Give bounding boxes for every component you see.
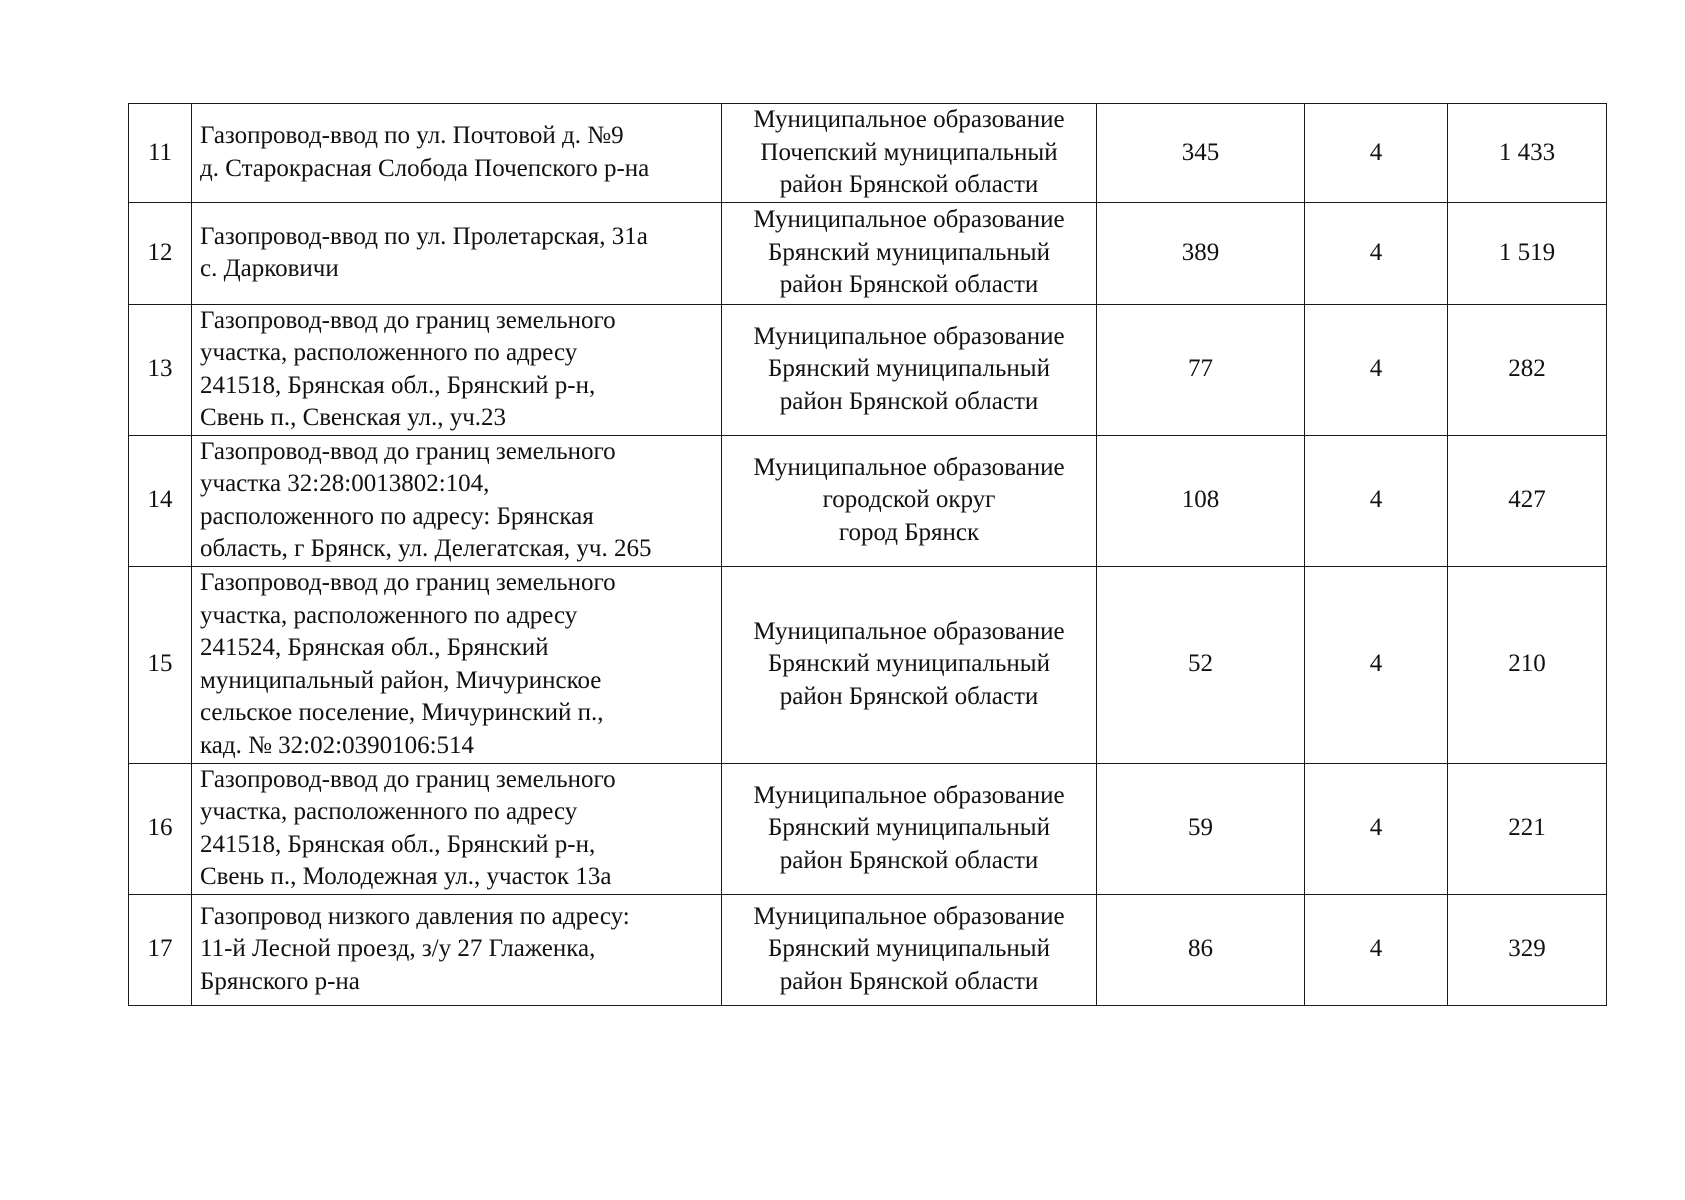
object-description: Газопровод-ввод до границ земельного участка, расположенного по адресу 241518, Брянская обл., Брянский р-н, Свень п., Свенская ул., уч.23 xyxy=(192,304,722,435)
owner-municipality: Муниципальное образование Брянский муниципальный район Брянской области xyxy=(722,304,1097,435)
value-col5: 4 xyxy=(1305,763,1448,894)
value-col6: 221 xyxy=(1448,763,1607,894)
owner-municipality: Муниципальное образование городской округ город Брянск xyxy=(722,435,1097,566)
value-col6: 210 xyxy=(1448,566,1607,763)
object-description: Газопровод-ввод до границ земельного участка, расположенного по адресу 241524, Брянская обл., Брянский муниципальный район, Мичуринское сельское поселение, Мичуринский п., кад. № 32:02:0390106:514 xyxy=(192,566,722,763)
owner-municipality: Муниципальное образование Брянский муниципальный район Брянской области xyxy=(722,566,1097,763)
object-description: Газопровод-ввод по ул. Пролетарская, 31а с. Дарковичи xyxy=(192,202,722,304)
value-col4: 108 xyxy=(1097,435,1305,566)
owner-municipality: Муниципальное образование Брянский муниципальный район Брянской области xyxy=(722,894,1097,1005)
row-number: 13 xyxy=(129,304,192,435)
value-col5: 4 xyxy=(1305,894,1448,1005)
value-col6: 282 xyxy=(1448,304,1607,435)
owner-municipality: Муниципальное образование Почепский муниципальный район Брянской области xyxy=(722,104,1097,203)
table-row xyxy=(129,104,1607,203)
table-row xyxy=(129,566,1607,763)
value-col5: 4 xyxy=(1305,566,1448,763)
row-number: 14 xyxy=(129,435,192,566)
value-col4: 52 xyxy=(1097,566,1305,763)
value-col4: 389 xyxy=(1097,202,1305,304)
value-col6: 427 xyxy=(1448,435,1607,566)
object-description: Газопровод-ввод до границ земельного участка, расположенного по адресу 241518, Брянская обл., Брянский р-н, Свень п., Молодежная ул., участок 13а xyxy=(192,763,722,894)
value-col6: 329 xyxy=(1448,894,1607,1005)
row-number: 16 xyxy=(129,763,192,894)
value-col4: 59 xyxy=(1097,763,1305,894)
owner-municipality: Муниципальное образование Брянский муниципальный район Брянской области xyxy=(722,763,1097,894)
value-col4: 345 xyxy=(1097,104,1305,203)
value-col5: 4 xyxy=(1305,435,1448,566)
value-col5: 4 xyxy=(1305,202,1448,304)
row-number: 15 xyxy=(129,566,192,763)
row-number: 12 xyxy=(129,202,192,304)
value-col6: 1 433 xyxy=(1448,104,1607,203)
value-col5: 4 xyxy=(1305,104,1448,203)
value-col6: 1 519 xyxy=(1448,202,1607,304)
owner-municipality: Муниципальное образование Брянский муниципальный район Брянской области xyxy=(722,202,1097,304)
table-row xyxy=(129,763,1607,894)
object-description: Газопровод низкого давления по адресу: 11-й Лесной проезд, з/у 27 Глаженка, Брянского р-на xyxy=(192,894,722,1005)
table-row xyxy=(129,435,1607,566)
value-col4: 77 xyxy=(1097,304,1305,435)
object-description: Газопровод-ввод по ул. Почтовой д. №9 д. Старокрасная Слобода Почепского р-на xyxy=(192,104,722,203)
value-col5: 4 xyxy=(1305,304,1448,435)
table-row xyxy=(129,304,1607,435)
object-description: Газопровод-ввод до границ земельного участка 32:28:0013802:104, расположенного по адресу: Брянская область, г Брянск, ул. Делегатская, уч. 265 xyxy=(192,435,722,566)
table-row xyxy=(129,202,1607,304)
row-number: 11 xyxy=(129,104,192,203)
value-col4: 86 xyxy=(1097,894,1305,1005)
objects-table xyxy=(128,103,1607,1006)
row-number: 17 xyxy=(129,894,192,1005)
table-row xyxy=(129,894,1607,1005)
